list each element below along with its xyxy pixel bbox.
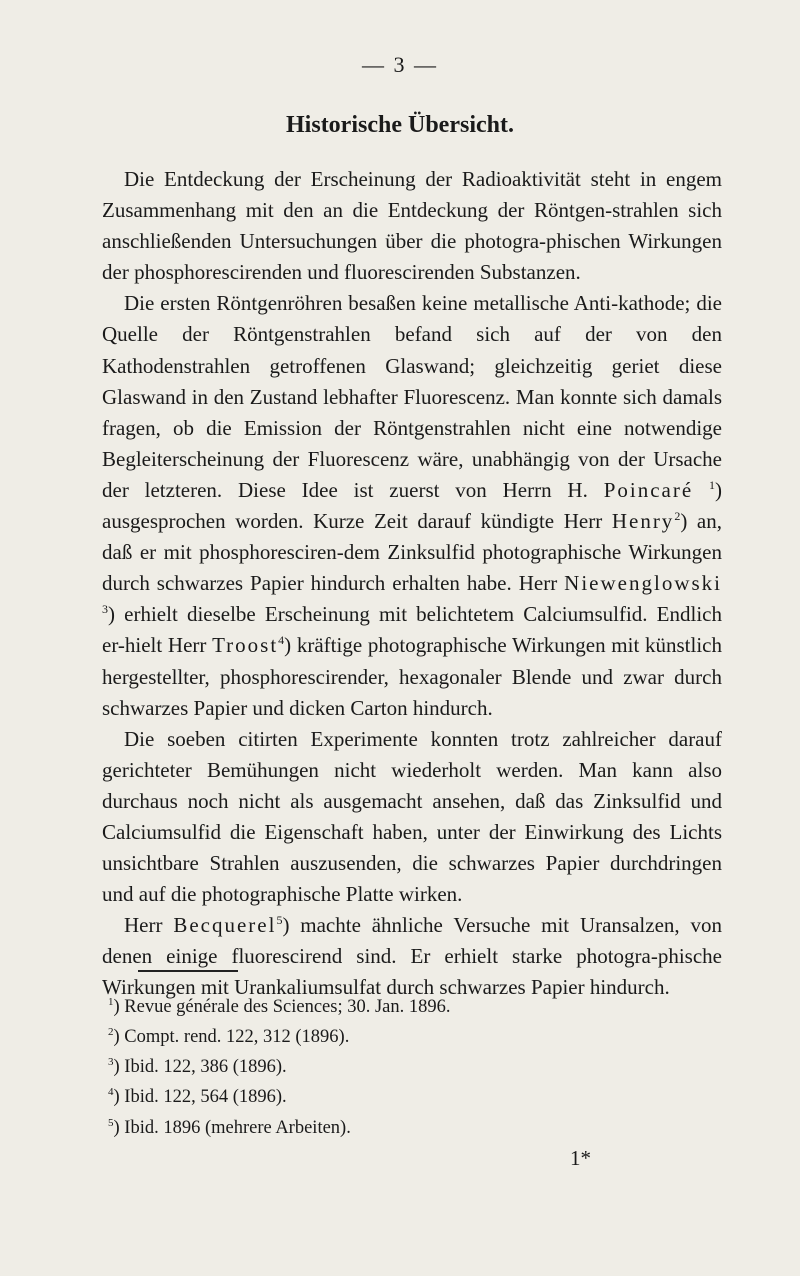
p2-text-a: Die ersten Röntgenröhren besaßen keine metallische Anti-kathode; die Quelle der Röntgenstrahlen befand sich auf der von den Kathodenstrahlen getroffenen Glaswand; gleichzeitig geriet diese Glaswand in den Zustand lebhafter Fluorescenz. Man konnte sich damals fragen, ob die Emission der Röntgenstrahlen nicht eine notwendige Begleiterscheinung der Fluorescenz wäre, unabhängig von der Ursache der letzteren. Diese Idee ist zuerst von Herrn H.	[102, 291, 722, 502]
name-poincare: Poincaré	[603, 477, 694, 502]
footnote-text: ) Revue générale des Sciences; 30. Jan. 1896.	[113, 997, 451, 1018]
p4-text-a: Herr	[124, 913, 174, 938]
footnote-ref-4: 4	[278, 633, 285, 648]
p2-text-b: ) ausgesprochen worden. Kurze Zeit darauf kündigte Herr	[102, 477, 723, 534]
body-text	[102, 164, 722, 1004]
footnote-1	[102, 990, 722, 1020]
page-number: — 3 —	[362, 52, 438, 77]
section-title: Historische Übersicht.	[286, 112, 514, 138]
footnote-3	[102, 1050, 722, 1080]
footnote-2	[102, 1020, 722, 1050]
footnotes	[102, 990, 722, 1141]
footnote-divider	[138, 970, 238, 972]
p4-text-b: ) machte ähnliche Versuche mit Uransalzen, von denen einige fluorescirend sind. Er erhielt starke photogra-phische Wirkungen mit Urankaliumsulfat durch schwarzes Papier hindurch.	[102, 913, 722, 1000]
footnote-5	[102, 1111, 722, 1141]
p2-text-e: ) kräftige photographische Wirkungen mit künstlich hergestellter, phosphorescirender, hexagonaler Blende und zwar durch schwarzes Papier und dicken Carton hindurch.	[102, 633, 722, 720]
footnote-text: ) Compt. rend. 122, 312 (1896).	[113, 1027, 350, 1048]
footnote-mark: 5	[108, 1116, 114, 1129]
signature-mark: 1*	[570, 1146, 591, 1170]
footnote-text: ) Ibid. 1896 (mehrere Arbeiten).	[113, 1117, 351, 1138]
name-becquerel: Becquerel	[173, 913, 277, 938]
footnote-ref-1: 1	[709, 477, 716, 492]
footnote-mark: 3	[108, 1056, 114, 1069]
footnote-4	[102, 1080, 722, 1110]
p2-text-c: ) an, daß er mit phosphoresciren-dem Zinksulfid photographische Wirkungen durch schwarzes Papier hindurch erhalten habe. Herr	[102, 509, 722, 596]
name-henry: Henry	[611, 509, 675, 534]
p2-text-d: ) erhielt dieselbe Erscheinung mit belichtetem Calciumsulfid. Endlich er-hielt Herr	[102, 602, 722, 658]
footnote-ref-2: 2	[674, 509, 681, 524]
footnote-text: ) Ibid. 122, 564 (1896).	[113, 1087, 287, 1108]
paragraph-2	[102, 288, 722, 723]
footnote-mark: 4	[108, 1086, 114, 1099]
name-troost: Troost	[212, 633, 279, 658]
footnote-text: ) Ibid. 122, 386 (1896).	[113, 1057, 287, 1078]
footnote-mark: 1	[108, 996, 114, 1008]
footnote-mark: 2	[108, 1026, 114, 1039]
paragraph-3: Die soeben citirten Experimente konnten trotz zahlreicher darauf gerichteter Bemühungen nicht wiederholt werden. Man kann also durchaus noch nicht als ausgemacht ansehen, daß das Zinksulfid und Calciumsulfid die Eigenschaft haben, unter der Einwirkung des Lichts unsichtbare Strahlen auszusenden, die schwarzes Papier durchdringen und auf die photographische Platte wirken.	[102, 726, 722, 907]
footnote-ref-3: 3	[102, 602, 108, 617]
name-niewenglowski: Niewenglowski	[564, 571, 722, 596]
paragraph-1: Die Entdeckung der Erscheinung der Radioaktivität steht in engem Zusammenhang mit den an die Entdeckung der Röntgen-strahlen sich anschließenden Untersuchungen über die photogra-phischen Wirkungen der phosphorescirenden und fluorescirenden Substanzen.	[102, 167, 722, 285]
footnote-ref-5: 5	[276, 913, 283, 928]
